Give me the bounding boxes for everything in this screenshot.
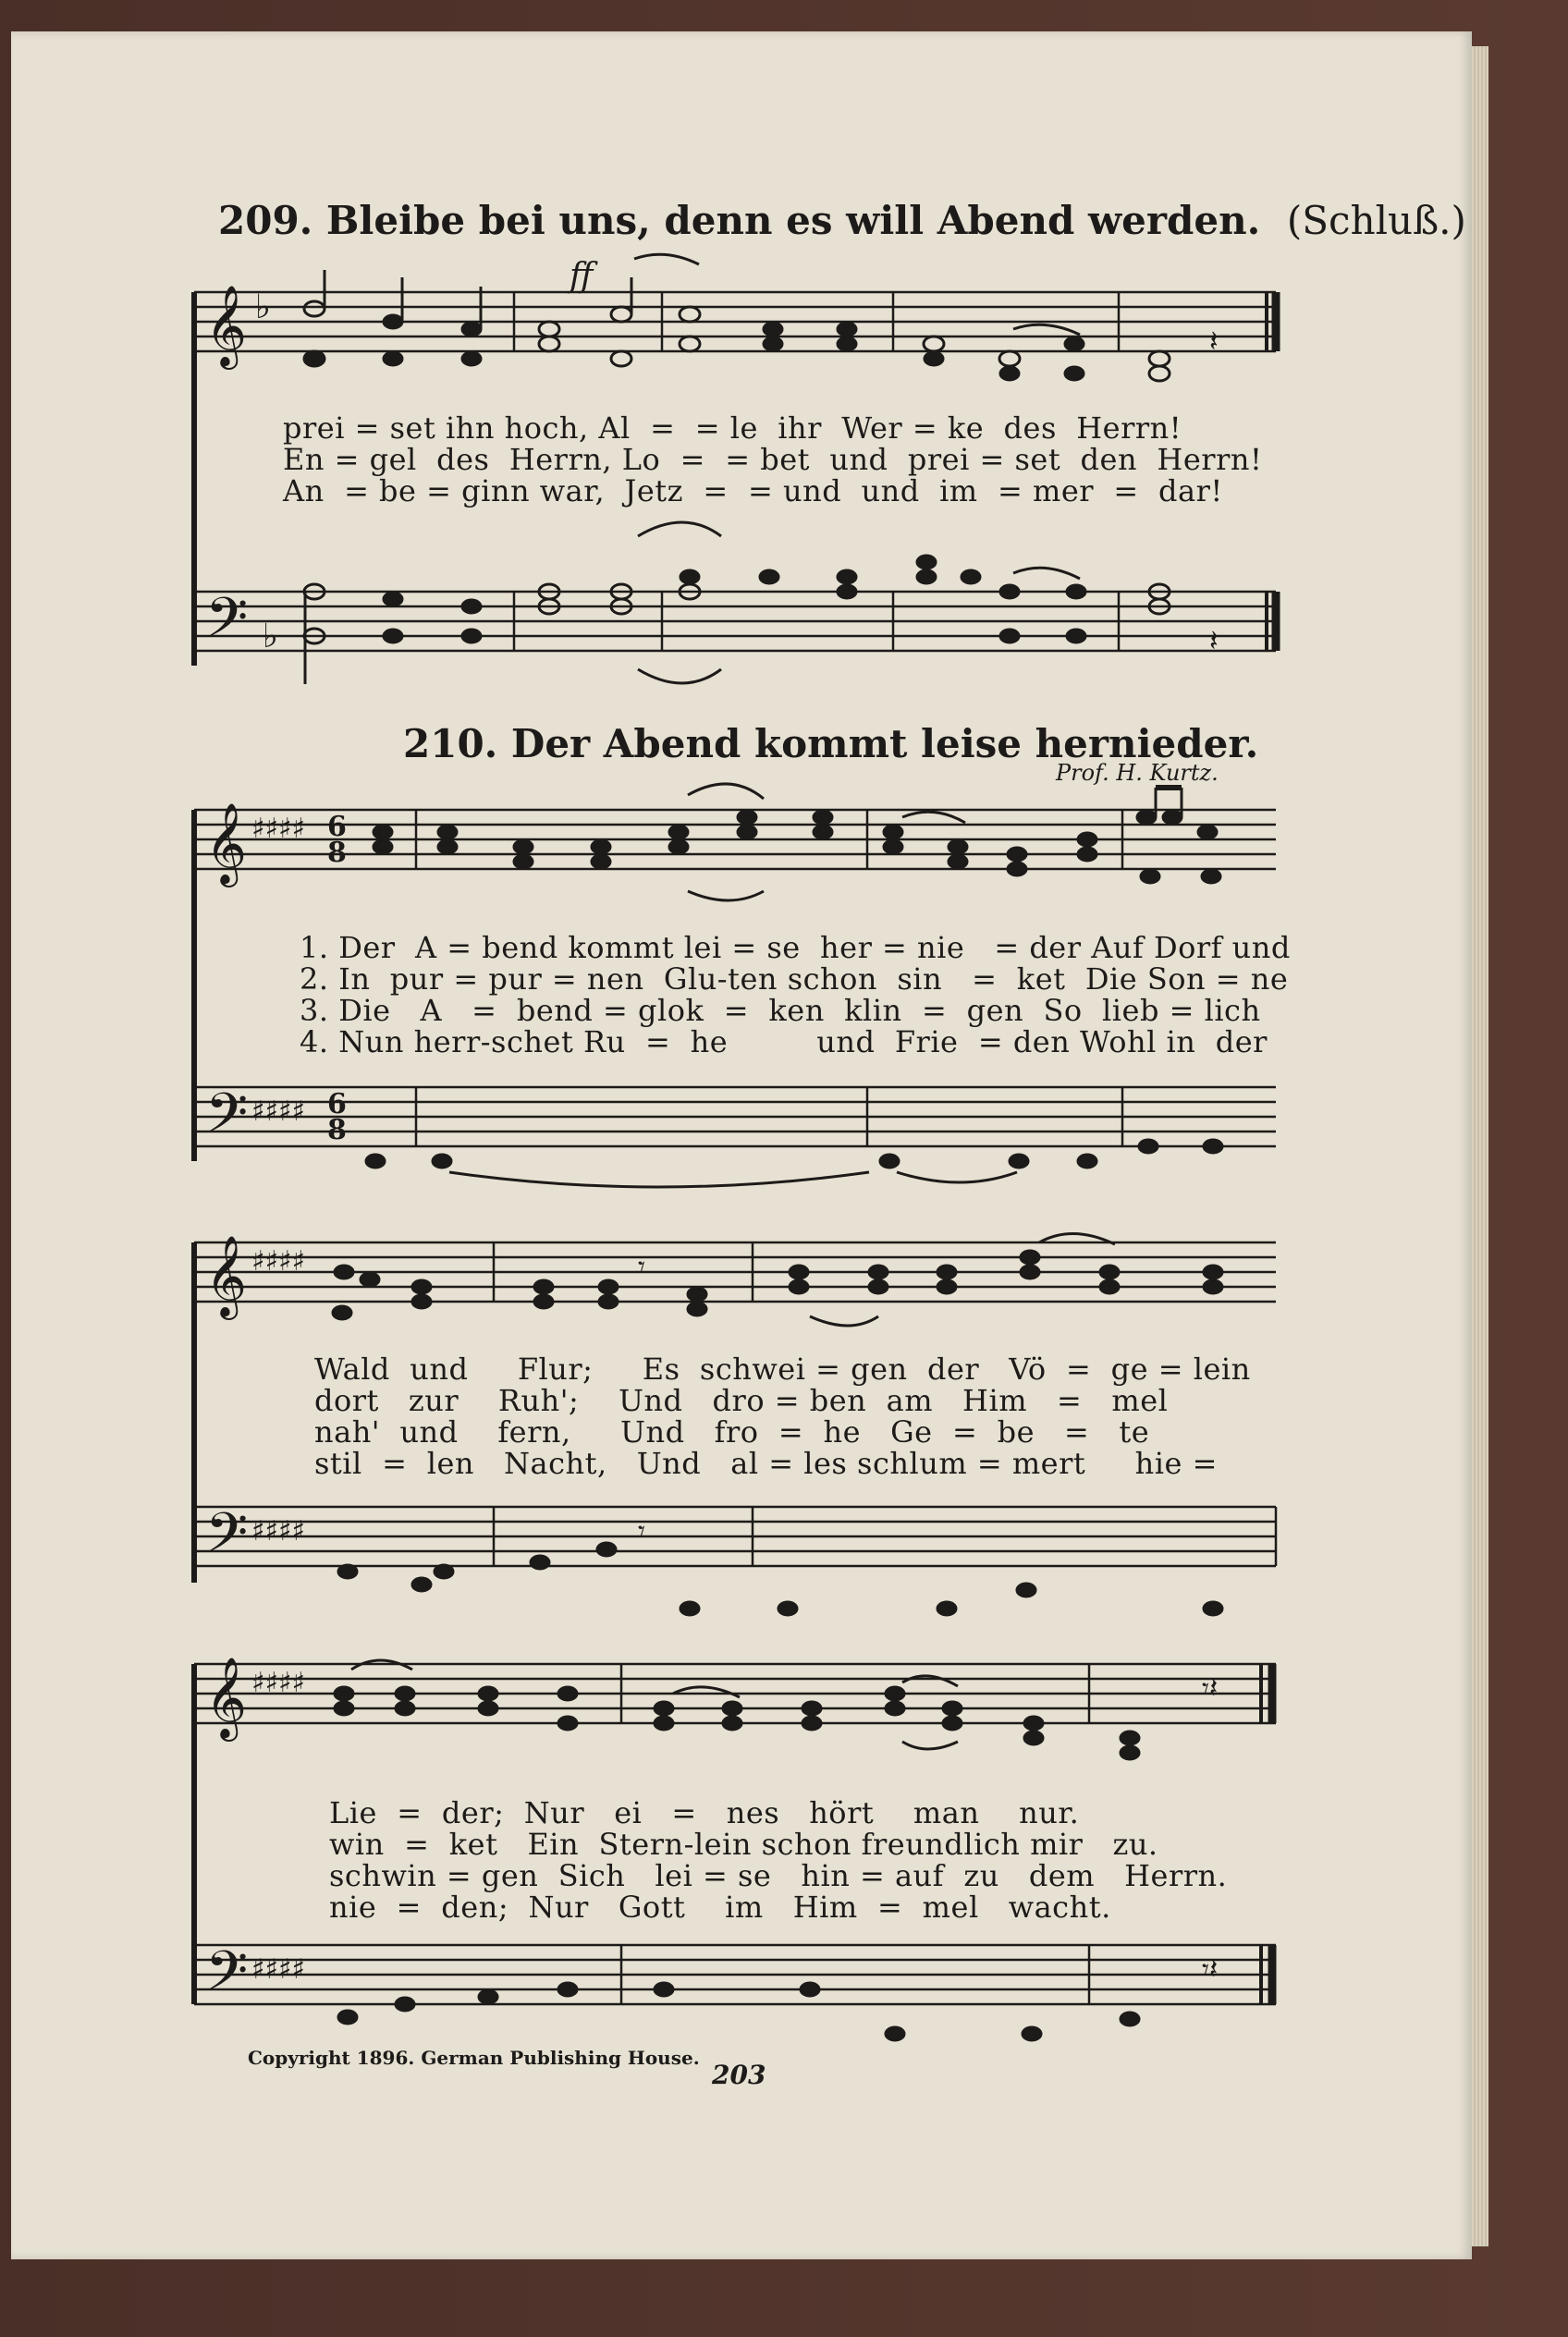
- copyright-notice: Copyright 1896. German Publishing House.: [248, 2047, 700, 2069]
- hymn-210-title: 210. Der Abend kommt leise hernieder.: [403, 721, 1259, 766]
- sharps-icon: ♯♯♯♯: [251, 1953, 306, 1986]
- svg-text:𝄾: 𝄾: [638, 1251, 645, 1283]
- treble-clef-icon: 𝄞: [205, 284, 247, 366]
- hymn-210-sys1-verse-2: 2. In pur = pur = nen Glu-ten schon sin = ket Die Son = ne: [300, 961, 1289, 997]
- svg-text:𝄾𝄽: 𝄾𝄽: [1202, 1953, 1219, 1986]
- treble-clef-icon: 𝄞: [205, 801, 247, 884]
- hymn-210-sys2-bass-staff: [194, 1507, 1276, 1566]
- treble-clef-icon: 𝄞: [205, 1234, 247, 1316]
- flat-icon: ♭: [263, 618, 278, 655]
- hymn-210-sys3-verse-4: nie = den; Nur Gott im Him = mel wacht.: [329, 1890, 1111, 1925]
- hymn-210-sys2-verse-3: nah' und fern, Und fro = he Ge = be = te: [314, 1414, 1150, 1450]
- svg-text:𝄽: 𝄽: [1209, 623, 1219, 658]
- hymn-210-sys1-treble-staff: [194, 810, 1276, 869]
- bass-clef-icon: 𝄢: [205, 1081, 249, 1158]
- hymn-209-verse-1: prei = set ihn hoch, Al = = le ihr Wer = ke des Herrn!: [283, 410, 1182, 446]
- sharps-icon: ♯♯♯♯: [251, 813, 306, 845]
- sharps-icon: ♯♯♯♯: [251, 1095, 306, 1128]
- sharps-icon: ♯♯♯♯: [251, 1667, 306, 1699]
- hymn-209-title-text: 209. Bleibe bei uns, denn es will Abend werden.: [218, 198, 1261, 243]
- bass-clef-icon: 𝄢: [205, 1939, 249, 2016]
- hymn-209-treble-notes: [304, 270, 1219, 381]
- hymn-209-bass-notes: [304, 556, 1219, 684]
- hymn-209-verse-3: An = be = ginn war, Jetz = = und und im = mer = dar!: [283, 473, 1223, 508]
- sharps-icon: ♯♯♯♯: [251, 1515, 306, 1548]
- hymn-209-suffix: (Schluß.): [1286, 198, 1466, 243]
- svg-text:8: 8: [327, 837, 347, 869]
- hymn-209-bass-staff: [194, 592, 1276, 651]
- svg-text:𝄾𝄽: 𝄾𝄽: [1202, 1672, 1219, 1705]
- ff-dynamic: ff: [570, 257, 594, 295]
- hymn-210-sys2-verse-4: stil = len Nacht, Und al = les schlum = mert hie =: [314, 1446, 1218, 1481]
- flat-icon: ♭: [255, 288, 271, 326]
- svg-text:𝄽: 𝄽: [1209, 324, 1219, 359]
- hymn-210-sys1-bass-notes: [366, 1140, 1222, 1168]
- svg-text:8: 8: [327, 1114, 347, 1146]
- treble-clef-icon: 𝄞: [205, 1656, 247, 1738]
- hymn-210-sys1-bass-staff: [194, 1087, 1276, 1146]
- svg-text:6: 6: [327, 1088, 347, 1120]
- sharps-icon: ♯♯♯♯: [251, 1245, 306, 1278]
- hymn-210-sys2-verse-2: dort zur Ruh'; Und dro = ben am Him = mel: [314, 1383, 1169, 1418]
- hymn-210-sys3-verse-3: schwin = gen Sich lei = se hin = auf zu dem Herrn.: [329, 1858, 1228, 1893]
- hymn-209-verse-2: En = gel des Herrn, Lo = = bet und prei = set den Herrn!: [283, 442, 1263, 477]
- svg-text:6: 6: [327, 811, 347, 843]
- hymn-210-sys2-treble-notes: [333, 1251, 1222, 1319]
- hymn-210-composer: Prof. H. Kurtz.: [1056, 760, 1219, 786]
- hymn-210-sys2-verse-1: Wald und Flur; Es schwei = gen der Vö = ge = lein: [314, 1352, 1251, 1387]
- svg-text:𝄾: 𝄾: [638, 1515, 645, 1548]
- hymn-209-treble-staff: [194, 292, 1276, 351]
- page-number: 203: [712, 2060, 766, 2090]
- bass-clef-icon: 𝄢: [205, 585, 249, 663]
- hymn-210-sys3-bass-notes: [338, 1953, 1218, 2040]
- hymn-210-sys1-verse-3: 3. Die A = bend = glok = ken klin = gen So lieb = lich: [300, 993, 1261, 1028]
- hymn-210-sys1-verse-1: 1. Der A = bend kommt lei = se her = nie = der Auf Dorf und: [300, 930, 1291, 965]
- hymn-210-sys1-verse-4: 4. Nun herr-schet Ru = he und Frie = den Wohl in der: [300, 1024, 1268, 1059]
- bass-clef-icon: 𝄢: [205, 1500, 249, 1578]
- hymn-210-sys3-treble-notes: [335, 1672, 1218, 1759]
- hymn-210-sys3-verse-2: win = ket Ein Stern-lein schon freundlich mir zu.: [329, 1827, 1158, 1862]
- hymn-210-sys3-verse-1: Lie = der; Nur ei = nes hört man nur.: [329, 1795, 1080, 1830]
- hymn-210-sys3-bass-staff: [194, 1945, 1276, 2004]
